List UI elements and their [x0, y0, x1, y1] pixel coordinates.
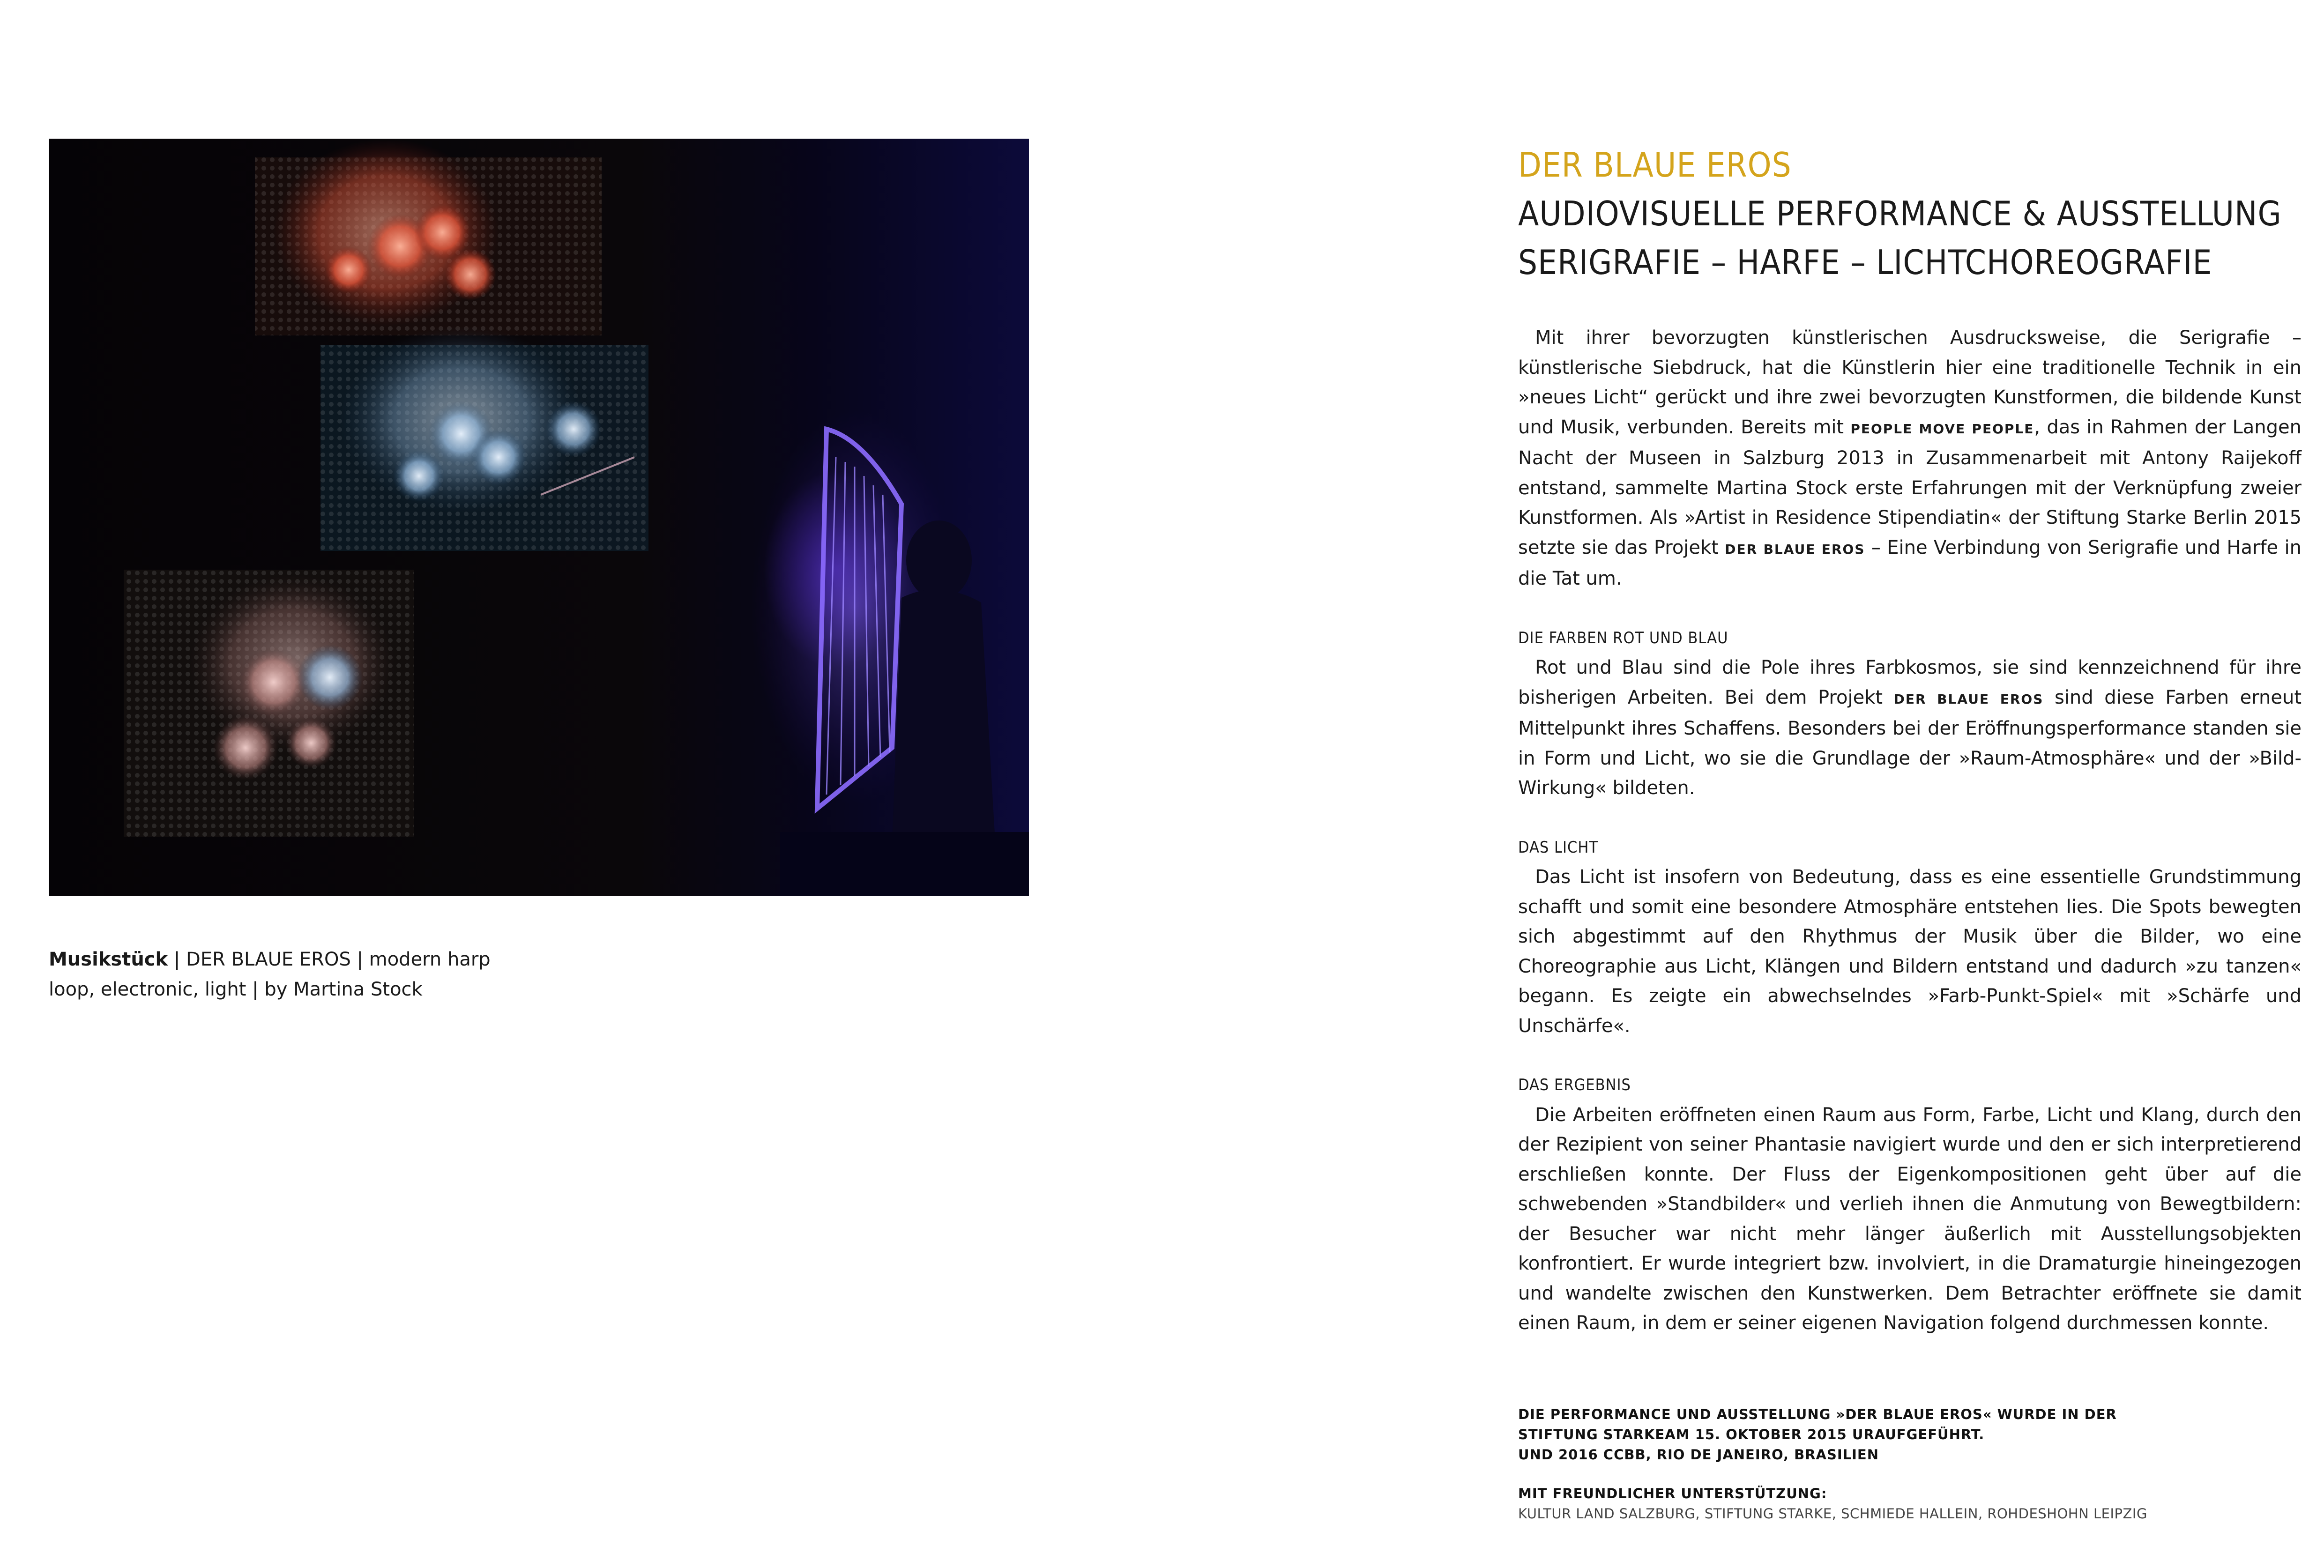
footer-spacer: [1518, 1465, 2315, 1484]
caption-line-1: [49, 944, 564, 974]
caption-bold-title: Musikstück: [49, 949, 168, 970]
ergebnis-paragraph: Die Arbeiten eröffneten einen Raum aus Form, Farbe, Licht und Klang, durch den der Rezipient von seiner Phantasie navigiert wurde und den er sich interpretierend erschließen konnte. Der Fluss der Eigenkompositionen geht über auf die schwebenden »Standbilder« und verlieh ihnen die Anmutung von Bewegtbildern: der Besucher war nicht mehr länger äußerlich mit Ausstellungsobjekten konfrontiert. Er wurde integriert bzw. involviert, in die Dramaturgie hineingezogen und wandelte zwischen den Kunstwerken. Dem Betrachter eröffnete sie damit einen Raum, in dem er seiner eigenen Navigation folgend durchmessen konnte.: [1518, 1104, 2302, 1334]
intro-smallcaps-1: PEOPLE MOVE PEOPLE: [1850, 421, 2034, 437]
project-title: DER BLAUE EROS: [1518, 145, 1792, 185]
intro-smallcaps-2: DER BLAUE EROS: [1725, 541, 1865, 557]
heading-ergebnis: DAS ERGEBNIS: [1518, 1076, 1631, 1094]
performance-photo: [49, 139, 1029, 896]
farben-smallcaps: DER BLAUE EROS: [1893, 691, 2044, 707]
licht-paragraph: Das Licht ist insofern von Bedeutung, dass es eine essentielle Grundstimmung schafft und somit eine besondere Atmosphäre entstehen lies. Die Spots bewegten sich abgestimmt auf den Rhythmus der Musik über die Bilder, wo eine Choreographie aus Licht, Klängen und Bildern entstand und dadurch »zu tanzen« begann. Es zeigte ein abwechselndes »Farb-Punkt-Spiel« mit »Schärfe und Unschärfe«.: [1518, 866, 2302, 1037]
photo-caption: [49, 944, 564, 1004]
intro-text-2: , das in Rahmen der Langen Nacht der Museen in Salzburg 2013 in Zusammenarbeit mit Antony Raijekoff entstand, sammelte Martina Stock erste Erfahrungen mit der Verknüpfung zweier Kunstformen. Als »Artist in Residence Stipendiatin« der Stiftung Starke Berlin 2015 setzte sie das Projekt: [1518, 416, 2302, 558]
premiere-line-2: STIFTUNG STARKEAM 15. OKTOBER 2015 URAUFGEFÜHRT.: [1518, 1427, 1985, 1442]
support-text: KULTUR LAND SALZBURG, STIFTUNG STARKE, SCHMIEDE HALLEIN, ROHDESHOHN LEIPZIG: [1518, 1506, 2147, 1522]
farben-paragraph: [1518, 653, 2302, 803]
project-media: SERIGRAFIE – HARFE – LICHTCHOREOGRAFIE: [1518, 243, 2212, 282]
credits-footer: [1518, 1405, 2315, 1524]
premiere-line-3: UND 2016 CCBB, RIO DE JANEIRO, BRASILIEN: [1518, 1447, 1879, 1463]
photo-illustration: [49, 139, 1029, 896]
title-block: [1518, 141, 2315, 287]
intro-paragraph: [1518, 323, 2302, 594]
project-subtitle: AUDIOVISUELLE PERFORMANCE & AUSSTELLUNG: [1518, 194, 2282, 233]
farben-text-1: Rot und Blau sind die Pole ihres Farbkosmos, sie sind kennzeichnend für ihre bisherigen Arbeiten. Bei dem Projekt: [1518, 657, 2302, 708]
premiere-line-1: DIE PERFORMANCE UND AUSSTELLUNG »DER BLAUE EROS« WURDE IN DER: [1518, 1406, 2117, 1422]
intro-text-1: Mit ihrer bevorzugten künstlerischen Ausdrucksweise, die Serigrafie – künstlerische Siebdruck, hat die Künstlerin hier eine traditionelle Technik in ein »neues Licht“ gerückt und ihre zwei bevorzugten Kunstformen, die bildende Kunst und Musik, verbunden. Bereits mit: [1518, 327, 2302, 438]
intro-text-3: – Eine Verbindung von Serigrafie und Harfe in die Tat um.: [1518, 536, 2302, 589]
heading-farben: DIE FARBEN ROT UND BLAU: [1518, 628, 1728, 647]
caption-line-1-text: | DER BLAUE EROS | modern harp: [168, 949, 491, 970]
heading-licht: DAS LICHT: [1518, 838, 1599, 857]
support-label: MIT FREUNDLICHER UNTERSTÜTZUNG:: [1518, 1486, 1827, 1501]
caption-line-2: loop, electronic, light | by Martina Stock: [49, 979, 423, 1000]
article-body: [1518, 323, 2302, 1338]
farben-text-2: sind diese Farben erneut Mittelpunkt ihres Schaffens. Besonders bei der Eröffnungsperformance standen sie in Form und Licht, wo sie die Grundlage der »Raum-Atmosphäre« und der »Bild-Wirkung« bildeten.: [1518, 686, 2302, 799]
